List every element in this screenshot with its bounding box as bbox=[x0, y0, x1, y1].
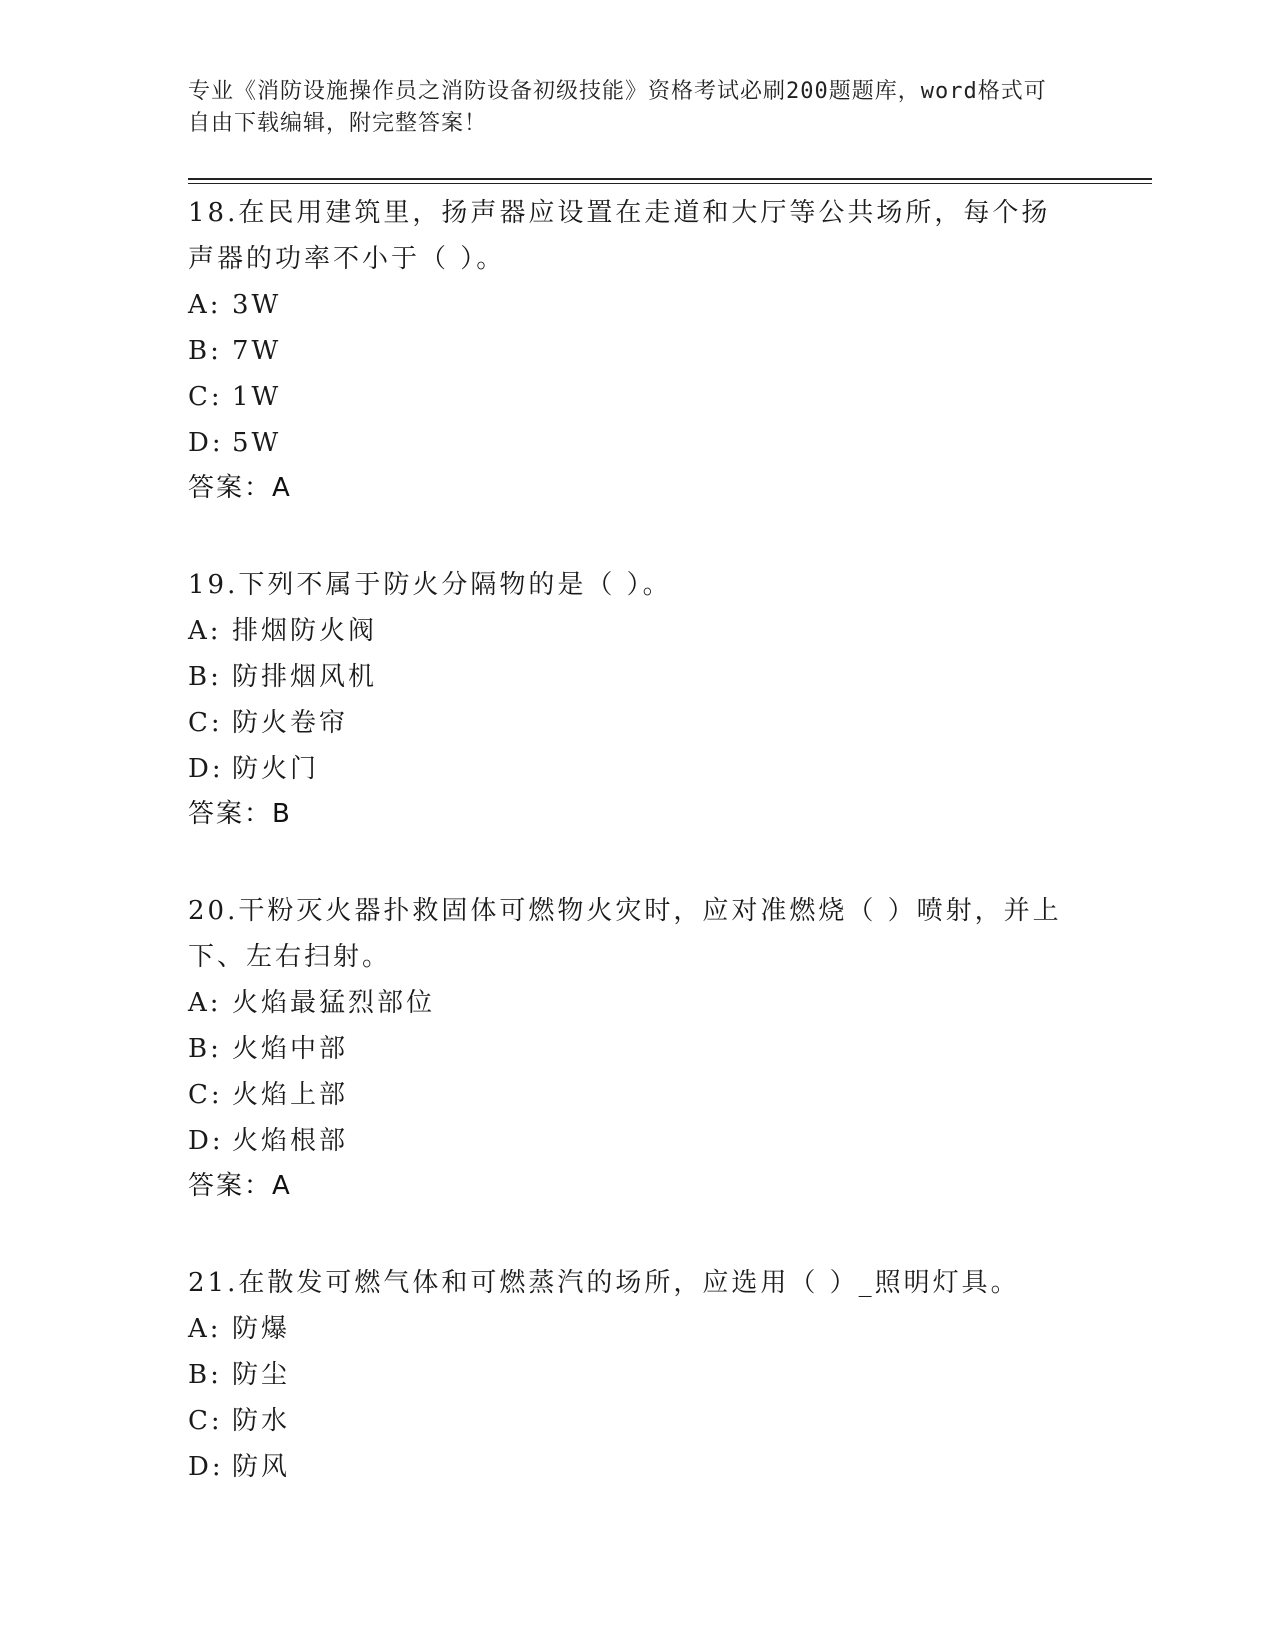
option-text: 5W bbox=[232, 428, 282, 458]
option-letter: B: bbox=[188, 1360, 222, 1390]
option-c bbox=[188, 374, 1088, 420]
option-letter: A: bbox=[188, 290, 222, 320]
option-d bbox=[188, 1444, 1088, 1490]
option-letter: B: bbox=[188, 1034, 222, 1064]
question-list bbox=[188, 190, 1088, 1542]
question-21 bbox=[188, 1260, 1088, 1490]
option-text: 防火门 bbox=[232, 754, 320, 784]
option-text: 防水 bbox=[232, 1406, 291, 1436]
option-text: 排烟防火阀 bbox=[232, 616, 378, 646]
option-a bbox=[188, 282, 1088, 328]
option-b bbox=[188, 1026, 1088, 1072]
option-letter: D: bbox=[188, 1452, 224, 1482]
option-letter: D: bbox=[188, 428, 224, 458]
option-text: 火焰上部 bbox=[232, 1080, 349, 1110]
option-letter: B: bbox=[188, 662, 222, 692]
option-text: 3W bbox=[232, 290, 282, 320]
question-20 bbox=[188, 888, 1088, 1208]
option-d bbox=[188, 1118, 1088, 1164]
option-b bbox=[188, 1352, 1088, 1398]
option-text: 火焰根部 bbox=[232, 1126, 349, 1156]
option-letter: A: bbox=[188, 616, 222, 646]
option-text: 防排烟风机 bbox=[232, 662, 378, 692]
option-letter: A: bbox=[188, 988, 222, 1018]
option-text: 防爆 bbox=[232, 1314, 291, 1344]
option-text: 防尘 bbox=[232, 1360, 291, 1390]
option-text: 1W bbox=[232, 382, 282, 412]
document-header-text: 专业《消防设施操作员之消防设备初级技能》资格考试必刷200题题库，word格式可自由下载编辑，附完整答案！ bbox=[188, 79, 1047, 136]
question-19 bbox=[188, 562, 1088, 836]
option-text: 7W bbox=[232, 336, 282, 366]
header-divider-thick bbox=[188, 178, 1152, 180]
option-b bbox=[188, 654, 1088, 700]
option-letter: C: bbox=[188, 382, 223, 412]
question-stem: 19.下列不属于防火分隔物的是（ ）。 bbox=[188, 570, 672, 600]
option-letter: B: bbox=[188, 336, 222, 366]
option-text: 防火卷帘 bbox=[232, 708, 349, 738]
option-letter: D: bbox=[188, 1126, 224, 1156]
option-b bbox=[188, 328, 1088, 374]
option-letter: C: bbox=[188, 708, 223, 738]
option-c bbox=[188, 1072, 1088, 1118]
header-divider-thin bbox=[188, 183, 1152, 184]
option-letter: C: bbox=[188, 1080, 223, 1110]
option-c bbox=[188, 1398, 1088, 1444]
option-a bbox=[188, 608, 1088, 654]
option-a bbox=[188, 1306, 1088, 1352]
question-stem: 20.干粉灭火器扑救固体可燃物火灾时，应对准燃烧（ ）喷射，并上下、左右扫射。 bbox=[188, 896, 1062, 972]
question-stem: 21.在散发可燃气体和可燃蒸汽的场所，应选用（ ）_照明灯具。 bbox=[188, 1268, 1020, 1298]
answer-line: 答案：A bbox=[188, 1171, 292, 1201]
option-d bbox=[188, 746, 1088, 792]
option-letter: A: bbox=[188, 1314, 222, 1344]
option-d bbox=[188, 420, 1088, 466]
option-a bbox=[188, 980, 1088, 1026]
option-letter: C: bbox=[188, 1406, 223, 1436]
option-c bbox=[188, 700, 1088, 746]
option-text: 火焰最猛烈部位 bbox=[232, 988, 436, 1018]
answer-line: 答案：A bbox=[188, 473, 292, 503]
question-stem: 18.在民用建筑里，扬声器应设置在走道和大厅等公共场所，每个扬声器的功率不小于（ ）。 bbox=[188, 198, 1051, 274]
option-text: 防风 bbox=[232, 1452, 291, 1482]
option-text: 火焰中部 bbox=[232, 1034, 349, 1064]
option-letter: D: bbox=[188, 754, 224, 784]
question-18 bbox=[188, 190, 1088, 510]
answer-line: 答案：B bbox=[188, 799, 292, 829]
